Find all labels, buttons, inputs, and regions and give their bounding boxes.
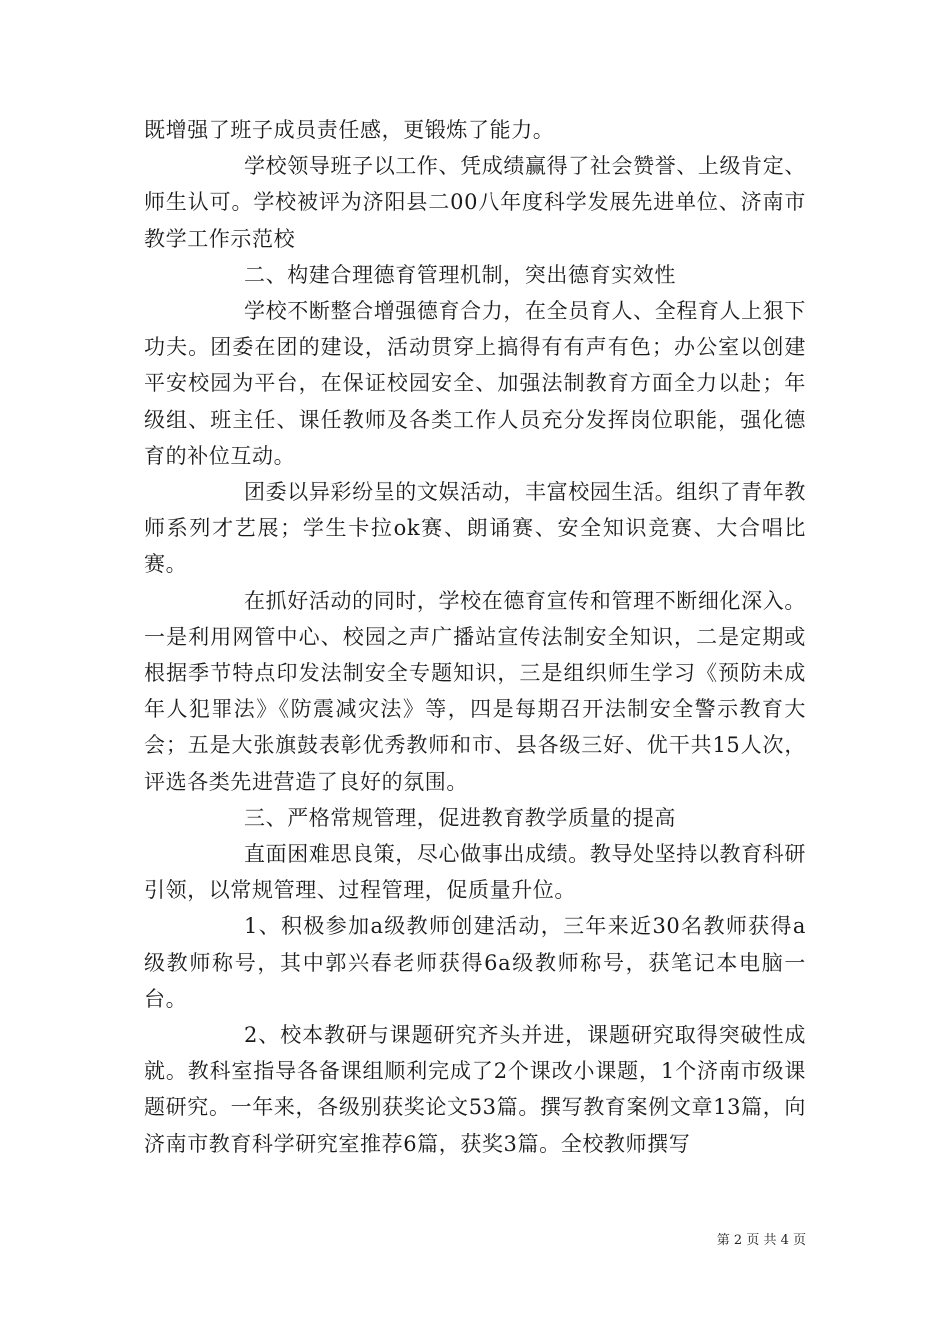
paragraph-4: 团委以异彩纷呈的文娱活动，丰富校园生活。组织了青年教师系列才艺展；学生卡拉ok赛、朗诵赛、安全知识竞赛、大合唱比赛。 [144,480,806,577]
paragraph-3: 学校不断整合增强德育合力，在全员育人、全程育人上狠下功夫。团委在团的建设，活动贯穿上搞得有有声有色；办公室以创建平安校园为平台，在保证校园安全、加强法制教育方面全力以赴；年级组、班主任、课任教师及各类工作人员充分发挥岗位职能，强化德育的补位互动。 [144,299,806,468]
paragraph-1: 既增强了班子成员责任感，更锻炼了能力。 [144,118,555,142]
paragraph-2: 学校领导班子以工作、凭成绩赢得了社会赞誉、上级肯定、师生认可。学校被评为济阳县二00八年度科学发展先进单位、济南市教学工作示范校 [144,154,806,251]
paragraph-5: 在抓好活动的同时，学校在德育宣传和管理不断细化深入。一是利用网管中心、校园之声广播站宣传法制安全知识，二是定期或根据季节特点印发法制安全专题知识，三是组织师生学习《预防未成年人犯罪法》《防震减灾法》等，四是每期召开法制安全警示教育大会；五是大张旗鼓表彰优秀教师和市、县各级三好、优干共15人次，评选各类先进营造了良好的氛围。 [144,588,806,794]
list-item-2: 2、校本教研与课题研究齐头并进，课题研究取得突破性成就。教科室指导各备课组顺利完成了2个课改小课题，1个济南市级课题研究。一年来，各级别获奖论文53篇。撰写教育案例文章13篇，向济南市教育科学研究室推荐6篇，获奖3篇。全校教师撰写 [144,1023,806,1156]
page-number-footer: 第 2 页 共 4 页 [716,1233,806,1248]
section-heading-2: 二、构建合理德育管理机制，突出德育实效性 [244,262,676,287]
list-item-1: 1、积极参加a级教师创建活动，三年来近30名教师获得a级教师称号，其中郭兴春老师获得6a级教师称号，获笔记本电脑一台。 [144,914,806,1011]
document-body [144,112,806,1162]
paragraph-6: 直面困难思良策，尽心做事出成绩。教导处坚持以教育科研引领，以常规管理、过程管理，促质量升位。 [144,842,806,903]
section-heading-3: 三、严格常规管理，促进教育教学质量的提高 [244,805,676,830]
